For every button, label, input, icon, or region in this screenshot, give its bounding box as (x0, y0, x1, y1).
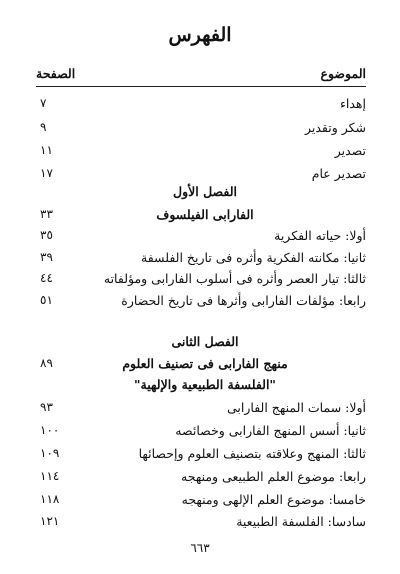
toc-entry: أولا: سمات المنهج الفارابى ٩٣ (40, 400, 366, 415)
chapter-subtitle-page: ٨٩ (40, 356, 53, 370)
topic-column-header: الموضوع (320, 66, 366, 81)
toc-entry: ثانيا: أسس المنهج الفارابى وخصائصه ١٠٠ (40, 423, 366, 438)
toc-entry: رابعا: موضوع العلم الطبيعى ومنهجه ١١٤ (40, 469, 366, 484)
toc-entry: رابعا: مؤلفات الفارابى وأثرها فى تاريخ الحضارة ٥١ (40, 293, 366, 308)
toc-entry: ثالثا: تيار العصر وأثره فى أسلوب الفارابى ومؤلفاته ٤٤ (40, 271, 366, 286)
chapter-subtitle: الفارابى الفيلسوف (156, 207, 254, 222)
chapter-heading: الفصل الثانى (171, 334, 239, 349)
page-title: الفهرس (168, 24, 232, 46)
toc-entry: تصدير عام ١٧ (40, 166, 366, 181)
toc-entry: ثانيا: مكانته الفكرية وأثره فى تاريخ الفلسفة ٣٩ (40, 250, 366, 265)
header-divider (36, 86, 366, 87)
toc-entry: تصدير ١١ (40, 143, 366, 158)
chapter-subtitle: منهج الفارابى فى تصنيف العلوم (122, 356, 288, 371)
chapter-heading: الفصل الأول (173, 184, 237, 199)
toc-entry: ثالثا: المنهج وعلاقته بتصنيف العلوم وإحصائها ١٠٩ (40, 446, 366, 461)
toc-entry: أولا: حياته الفكرية ٣٥ (40, 228, 366, 243)
page-number: ٦٦٣ (190, 541, 210, 555)
toc-entry: خامسا: موضوع العلم الإلهى ومنهجه ١١٨ (40, 492, 366, 507)
toc-entry: شكر وتقدير ٩ (40, 120, 366, 135)
column-headers (36, 66, 366, 84)
chapter-subtitle-secondary: "الفلسفة الطبيعية والإلهية" (134, 377, 276, 392)
toc-entry: سادسا: الفلسفة الطبيعية ١٢١ (40, 514, 366, 529)
page-column-header: الصفحة (36, 66, 76, 81)
toc-entry: إهداء ٧ (40, 96, 366, 111)
chapter-subtitle-page: ٣٣ (40, 207, 53, 221)
